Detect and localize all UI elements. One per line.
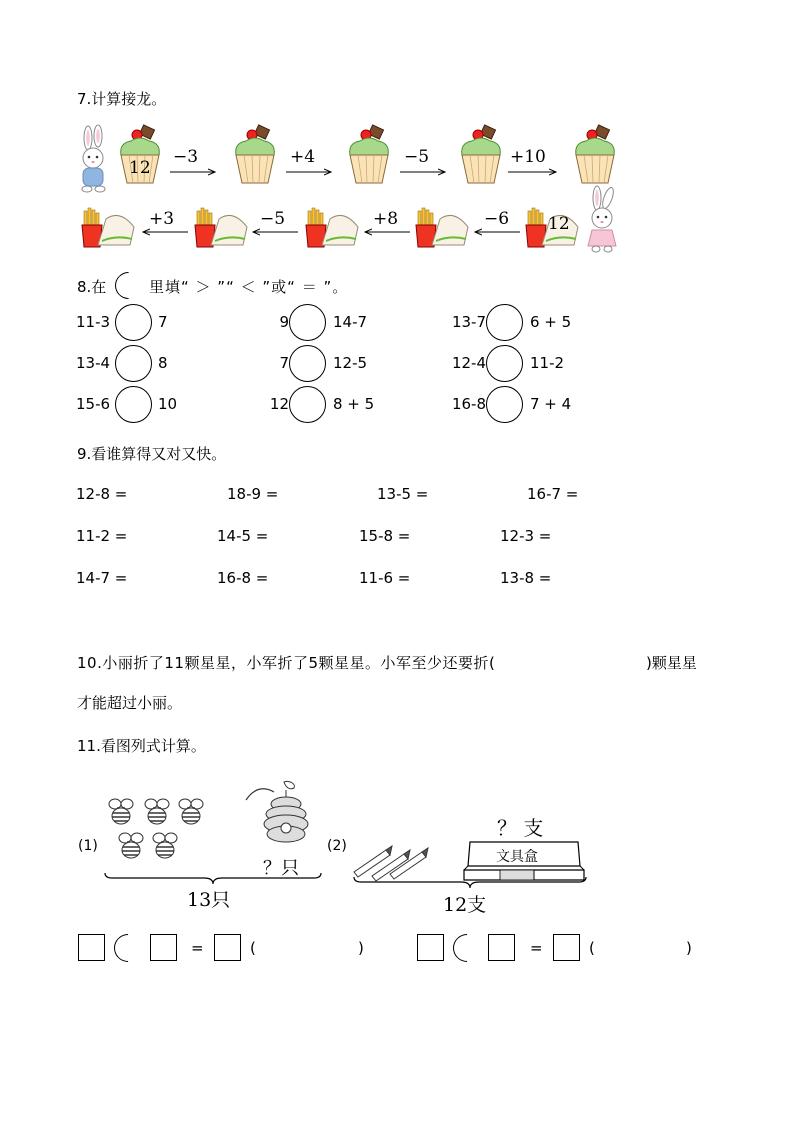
part1-unknown: ？只	[263, 858, 299, 879]
q8-title-prefix: 8.在	[77, 278, 107, 296]
chain2-start-value: 12	[548, 214, 570, 234]
q10-line1-end: )颗星星	[646, 654, 697, 672]
compare-right: 12-5	[333, 354, 368, 372]
calc-item: 14-7 =	[76, 569, 128, 587]
bee-icon	[176, 796, 206, 828]
part2-unknown: ？ 支	[497, 816, 544, 840]
answer-box[interactable]	[553, 934, 580, 961]
unit-paren-close: )	[686, 939, 692, 957]
compare-left: 12-4	[451, 354, 486, 372]
compare-right: 10	[158, 395, 178, 413]
q10-line1: 10.小丽折了11颗星星，小军折了5颗星星。小军至少还要折(	[77, 654, 496, 672]
op-label: −5	[260, 209, 286, 229]
compare-left: 15-6	[76, 395, 111, 413]
circle-symbol-icon	[109, 266, 147, 304]
op-label: −5	[404, 147, 430, 167]
compare-left: 13-4	[76, 354, 111, 372]
calc-item: 18-9 =	[227, 485, 279, 503]
calc-item: 12-3 =	[500, 527, 552, 545]
op-label: +10	[510, 147, 546, 167]
unit-paren-open: (	[250, 939, 256, 957]
chain1-start-value: 12	[129, 158, 151, 178]
q11-title: 11.看图列式计算。	[77, 737, 206, 755]
compare-circle[interactable]	[115, 345, 152, 382]
calc-item: 15-8 =	[359, 527, 411, 545]
compare-right: 14-7	[333, 313, 368, 331]
equals-sign: =	[530, 939, 543, 957]
calc-item: 13-8 =	[500, 569, 552, 587]
calc-item: 11-6 =	[359, 569, 411, 587]
brace	[353, 876, 587, 890]
bee-icon	[142, 796, 172, 828]
part2-label: (2)	[327, 838, 347, 854]
rabbit-icon	[582, 186, 622, 254]
q9-title: 9.看谁算得又对又快。	[77, 445, 227, 463]
compare-left: 11-3	[76, 313, 111, 331]
operator-circle[interactable]	[447, 928, 487, 968]
calc-item: 13-5 =	[377, 485, 429, 503]
op-label: −3	[173, 147, 199, 167]
operator-circle[interactable]	[108, 928, 148, 968]
part1-label: (1)	[78, 838, 98, 854]
compare-right: 8	[158, 354, 168, 372]
compare-circle[interactable]	[486, 345, 523, 382]
brace	[104, 872, 322, 886]
compare-circle[interactable]	[289, 345, 326, 382]
op-label: +8	[373, 209, 399, 229]
op-label: −6	[484, 209, 510, 229]
compare-circle[interactable]	[486, 386, 523, 423]
answer-box[interactable]	[150, 934, 177, 961]
q10-line2: 才能超过小丽。	[77, 694, 183, 712]
beehive-icon	[244, 778, 314, 848]
calc-item: 12-8 =	[76, 485, 128, 503]
compare-right: 6 + 5	[530, 313, 572, 331]
q7-title: 7.计算接龙。	[77, 90, 167, 108]
op-label: +4	[290, 147, 316, 167]
compare-circle[interactable]	[115, 304, 152, 341]
op-label: +3	[149, 209, 175, 229]
compare-left: 16-8	[451, 395, 486, 413]
part1-total: 13只	[187, 889, 231, 911]
compare-circle[interactable]	[486, 304, 523, 341]
equals-sign: =	[191, 939, 204, 957]
compare-left: 13-7	[451, 313, 486, 331]
compare-right: 11-2	[530, 354, 565, 372]
compare-circle[interactable]	[115, 386, 152, 423]
bee-icon	[106, 796, 136, 828]
compare-left: 12	[269, 395, 289, 413]
compare-right: 7	[158, 313, 168, 331]
answer-box[interactable]	[488, 934, 515, 961]
compare-circle[interactable]	[289, 386, 326, 423]
q8-title-suffix: 里填“ ＞ ”“ ＜ ”或“ ＝ ”。	[149, 278, 349, 296]
compare-circle[interactable]	[289, 304, 326, 341]
calc-item: 14-5 =	[217, 527, 269, 545]
unit-paren-open: (	[589, 939, 595, 957]
compare-right: 8 + 5	[333, 395, 375, 413]
compare-left: 9	[279, 313, 289, 331]
compare-left: 7	[279, 354, 289, 372]
pencil-box-label: 文具盒	[496, 849, 538, 865]
calc-item: 16-7 =	[527, 485, 579, 503]
bee-icon	[150, 830, 180, 862]
part2-total: 12支	[443, 894, 487, 916]
compare-right: 7 + 4	[530, 395, 572, 413]
unit-paren-close: )	[358, 939, 364, 957]
arrows	[0, 0, 794, 260]
bee-icon	[116, 830, 146, 862]
answer-box[interactable]	[214, 934, 241, 961]
calc-item: 16-8 =	[217, 569, 269, 587]
answer-box[interactable]	[417, 934, 444, 961]
answer-box[interactable]	[78, 934, 105, 961]
calc-item: 11-2 =	[76, 527, 128, 545]
